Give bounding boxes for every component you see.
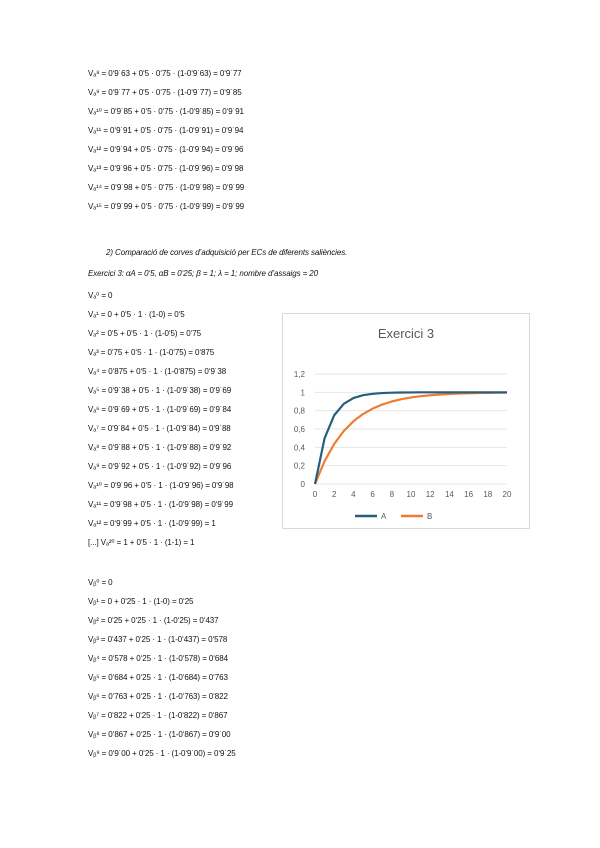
formula-line: Vᵦ¹ = 0 + 0‘25 · 1 · (1-0) = 0‘25	[88, 597, 194, 606]
chart-series	[315, 392, 507, 484]
chart-canvas	[283, 314, 529, 528]
formula-line: Vₐ⁶ = 0‘9˙69 + 0‘5 · 1 · (1-0‘9˙69) = 0‘9˙84	[88, 405, 232, 414]
y-tick-label: 0,4	[293, 443, 305, 453]
x-tick-label: 18	[483, 490, 493, 499]
formula-line: Vᵦ⁷ = 0‘822 + 0‘25 · 1 · (1-0‘822) = 0‘867	[88, 711, 228, 720]
formula-line: Vₐ⁹ = 0‘9˙92 + 0‘5 · 1 · (1-0‘9˙92) = 0‘9˙96	[88, 462, 232, 471]
formula-line: Vₐ² = 0‘5 + 0‘5 · 1 · (1-0‘5) = 0‘75	[88, 329, 201, 338]
series-line-b	[315, 393, 507, 484]
formula-line: Vₐ⁷ = 0‘9˙84 + 0‘5 · 1 · (1-0‘9˙84) = 0‘9˙88	[88, 424, 231, 433]
formula-line: Vₐ⁸ = 0‘9˙63 + 0‘5 · 0‘75 · (1-0‘9˙63) = 0‘9˙77	[88, 69, 242, 78]
y-tick-label: 1,2	[293, 370, 305, 379]
formula-line: Vₐ¹¹ = 0‘9˙98 + 0‘5 · 1 · (1-0‘9˙98) = 0‘9˙99	[88, 500, 233, 509]
y-tick-label: 0,6	[293, 425, 305, 434]
formula-line: Vₐ⁰ = 0	[88, 291, 113, 300]
formula-line: Vₐ¹⁰ = 0‘9˙85 + 0‘5 · 0‘75 · (1-0‘9˙85) = 0‘9˙91	[88, 107, 244, 116]
formula-line: Vₐ¹ = 0 + 0‘5 · 1 · (1-0) = 0‘5	[88, 310, 185, 319]
formula-line: Vₐ¹⁴ = 0‘9˙98 + 0‘5 · 0‘75 · (1-0‘9˙98) = 0‘9˙99	[88, 183, 245, 192]
formula-line: Vᵦ³ = 0‘437 + 0‘25 · 1 · (1-0‘437) = 0‘578	[88, 635, 228, 644]
x-tick-label: 12	[425, 490, 435, 499]
formula-line: Vₐ¹² = 0‘9˙99 + 0‘5 · 1 · (1-0‘9˙99) = 1	[88, 519, 216, 528]
chart-legend	[355, 512, 432, 521]
legend-label: B	[427, 512, 433, 521]
acquisition-chart	[282, 313, 530, 529]
formula-line: Vᵦ⁶ = 0‘763 + 0‘25 · 1 · (1-0‘763) = 0‘822	[88, 692, 228, 701]
formula-line: Vₐ¹⁵ = 0‘9˙99 + 0‘5 · 0‘75 · (1-0‘9˙99) = 0‘9˙99	[88, 202, 245, 211]
chart-gridlines	[315, 374, 507, 484]
formula-line: Vₐ⁵ = 0‘9˙38 + 0‘5 · 1 · (1-0‘9˙38) = 0‘9˙69	[88, 386, 232, 395]
x-tick-label: 2	[331, 490, 337, 499]
formula-line: [...] Vₐ²⁰ = 1 + 0‘5 · 1 · (1-1) = 1	[88, 538, 195, 547]
y-tick-label: 0,8	[293, 406, 305, 416]
formula-line: Vₐ⁸ = 0‘9˙88 + 0‘5 · 1 · (1-0‘9˙88) = 0‘9˙92	[88, 443, 232, 452]
formula-line: Vₐ¹² = 0‘9˙94 + 0‘5 · 0‘75 · (1-0‘9˙94) = 0‘9˙96	[88, 145, 244, 154]
x-tick-label: 4	[351, 490, 356, 499]
y-tick-label: 1	[300, 388, 305, 398]
x-tick-label: 6	[370, 490, 375, 499]
x-tick-label: 8	[389, 490, 395, 499]
formula-line: Vₐ⁴ = 0‘875 + 0‘5 · 1 · (1-0‘875) = 0‘9˙38	[88, 367, 227, 376]
x-tick-label: 0	[312, 490, 318, 499]
y-tick-label: 0,2	[293, 461, 305, 471]
formula-line: Vᵦ⁰ = 0	[88, 578, 113, 587]
formula-line: Vᵦ⁹ = 0‘9˙00 + 0‘25 · 1 · (1-0‘9˙00) = 0‘9˙25	[88, 749, 236, 758]
x-tick-label: 16	[464, 490, 474, 499]
x-tick-label: 20	[502, 490, 512, 499]
formula-line: Vₐ¹⁰ = 0‘9˙96 + 0‘5 · 1 · (1-0‘9˙96) = 0‘9˙98	[88, 481, 234, 490]
section-heading: 2) Comparació de corves d’adquisició per ECs de diferents saliències.	[106, 248, 348, 257]
exercise-parameters: Exercici 3: αA = 0‘5, αB = 0‘25; β = 1; λ = 1; nombre d’assaigs = 20	[88, 269, 318, 278]
formula-line: Vᵦ⁴ = 0‘578 + 0‘25 · 1 · (1-0‘578) = 0‘684	[88, 654, 228, 663]
chart-y-axis	[294, 370, 306, 489]
x-tick-label: 10	[406, 490, 416, 499]
x-tick-label: 14	[444, 490, 454, 499]
chart-x-axis	[313, 490, 512, 499]
formula-line: Vₐ¹³ = 0‘9˙96 + 0‘5 · 0‘75 · (1-0‘9˙96) = 0‘9˙98	[88, 164, 244, 173]
formula-line: Vₐ⁹ = 0‘9˙77 + 0‘5 · 0‘75 · (1-0‘9˙77) = 0‘9˙85	[88, 88, 242, 97]
formula-line: Vᵦ⁵ = 0‘684 + 0‘25 · 1 · (1-0‘684) = 0‘763	[88, 673, 228, 682]
chart-title: Exercici 3	[377, 326, 435, 341]
formula-line: Vᵦ⁸ = 0‘867 + 0‘25 · 1 · (1-0‘867) = 0‘9˙00	[88, 730, 231, 739]
formula-line: Vₐ³ = 0‘75 + 0‘5 · 1 · (1-0‘75) = 0‘875	[88, 348, 215, 357]
formula-line: Vₐ¹¹ = 0‘9˙91 + 0‘5 · 0‘75 · (1-0‘9˙91) = 0‘9˙94	[88, 126, 244, 135]
y-tick-label: 0	[300, 480, 305, 489]
legend-label: A	[381, 512, 387, 521]
formula-line: Vᵦ² = 0‘25 + 0‘25 · 1 · (1-0‘25) = 0‘437	[88, 616, 219, 625]
series-line-a	[315, 392, 507, 484]
